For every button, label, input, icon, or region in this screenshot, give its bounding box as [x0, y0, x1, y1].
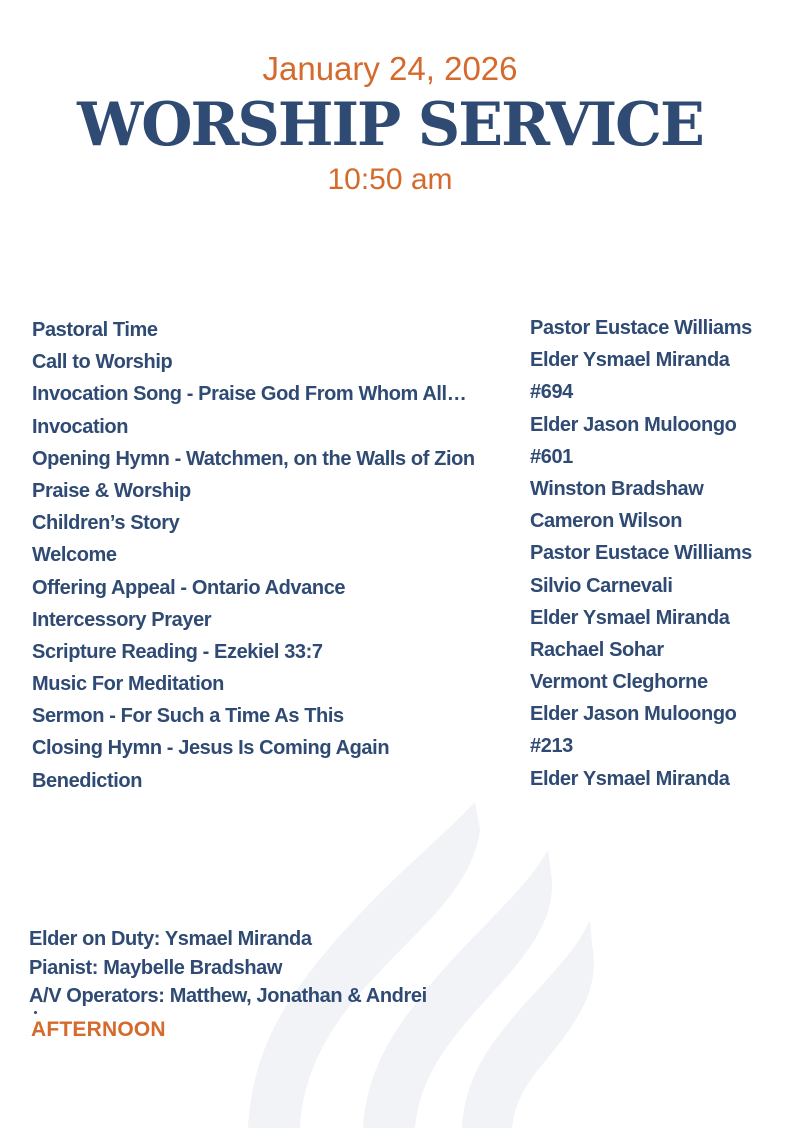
program-leader: Elder Jason Muloongo — [530, 703, 737, 726]
program-leaders-list — [530, 312, 800, 795]
program-leader: Cameron Wilson — [530, 510, 683, 533]
program-item: Welcome — [32, 544, 117, 567]
program-leader: Winston Bradshaw — [530, 477, 704, 500]
program-item: Opening Hymn - Watchmen, on the Walls of Zion — [32, 447, 475, 470]
program-leader: #213 — [530, 735, 573, 758]
program-item: Offering Appeal - Ontario Advance — [32, 576, 346, 599]
program-item: Praise & Worship — [32, 479, 191, 502]
program-leader: #601 — [530, 445, 573, 468]
program-item: Music For Meditation — [32, 673, 225, 696]
page-title: WORSHIP SERVICE — [77, 90, 703, 160]
afternoon-heading: AFTERNOON — [31, 1017, 166, 1041]
elder-on-duty: Elder on Duty: Ysmael Miranda — [29, 928, 312, 950]
program-leader: Silvio Carnevali — [530, 574, 673, 597]
program-item: Closing Hymn - Jesus Is Coming Again — [32, 737, 390, 760]
program-item: Invocation — [32, 415, 129, 438]
program-leader: Elder Ysmael Miranda — [530, 606, 730, 629]
program-items-list — [32, 314, 512, 797]
program-leader: #694 — [530, 381, 573, 404]
program-leader: Elder Jason Muloongo — [530, 413, 737, 436]
program-item: Benediction — [32, 769, 143, 792]
program-leader: Elder Ysmael Miranda — [530, 767, 730, 790]
program-item: Children’s Story — [32, 512, 180, 535]
program-item: Sermon - For Such a Time As This — [32, 705, 344, 728]
program-item: Intercessory Prayer — [32, 608, 212, 631]
pianist: Pianist: Maybelle Bradshaw — [29, 956, 283, 979]
program-leader: Pastor Eustace Williams — [530, 317, 752, 339]
program-item: Pastoral Time — [32, 319, 158, 341]
program-leader: Pastor Eustace Williams — [530, 542, 752, 565]
service-time: 10:50 am — [327, 163, 453, 196]
program-leader: Elder Ysmael Miranda — [530, 349, 730, 372]
program-leader: Rachael Sohar — [530, 638, 664, 661]
service-staff — [29, 925, 427, 1044]
service-date: January 24, 2026 — [262, 50, 518, 87]
program-item: Invocation Song - Praise God From Whom All… — [32, 383, 467, 406]
bullet-dot — [34, 1011, 37, 1014]
header — [0, 46, 780, 202]
program-item: Call to Worship — [32, 351, 173, 374]
av-operators: A/V Operators: Matthew, Jonathan & Andrei — [29, 985, 427, 1007]
program-leader: Vermont Cleghorne — [530, 671, 708, 694]
program-item: Scripture Reading - Ezekiel 33:7 — [32, 640, 323, 663]
